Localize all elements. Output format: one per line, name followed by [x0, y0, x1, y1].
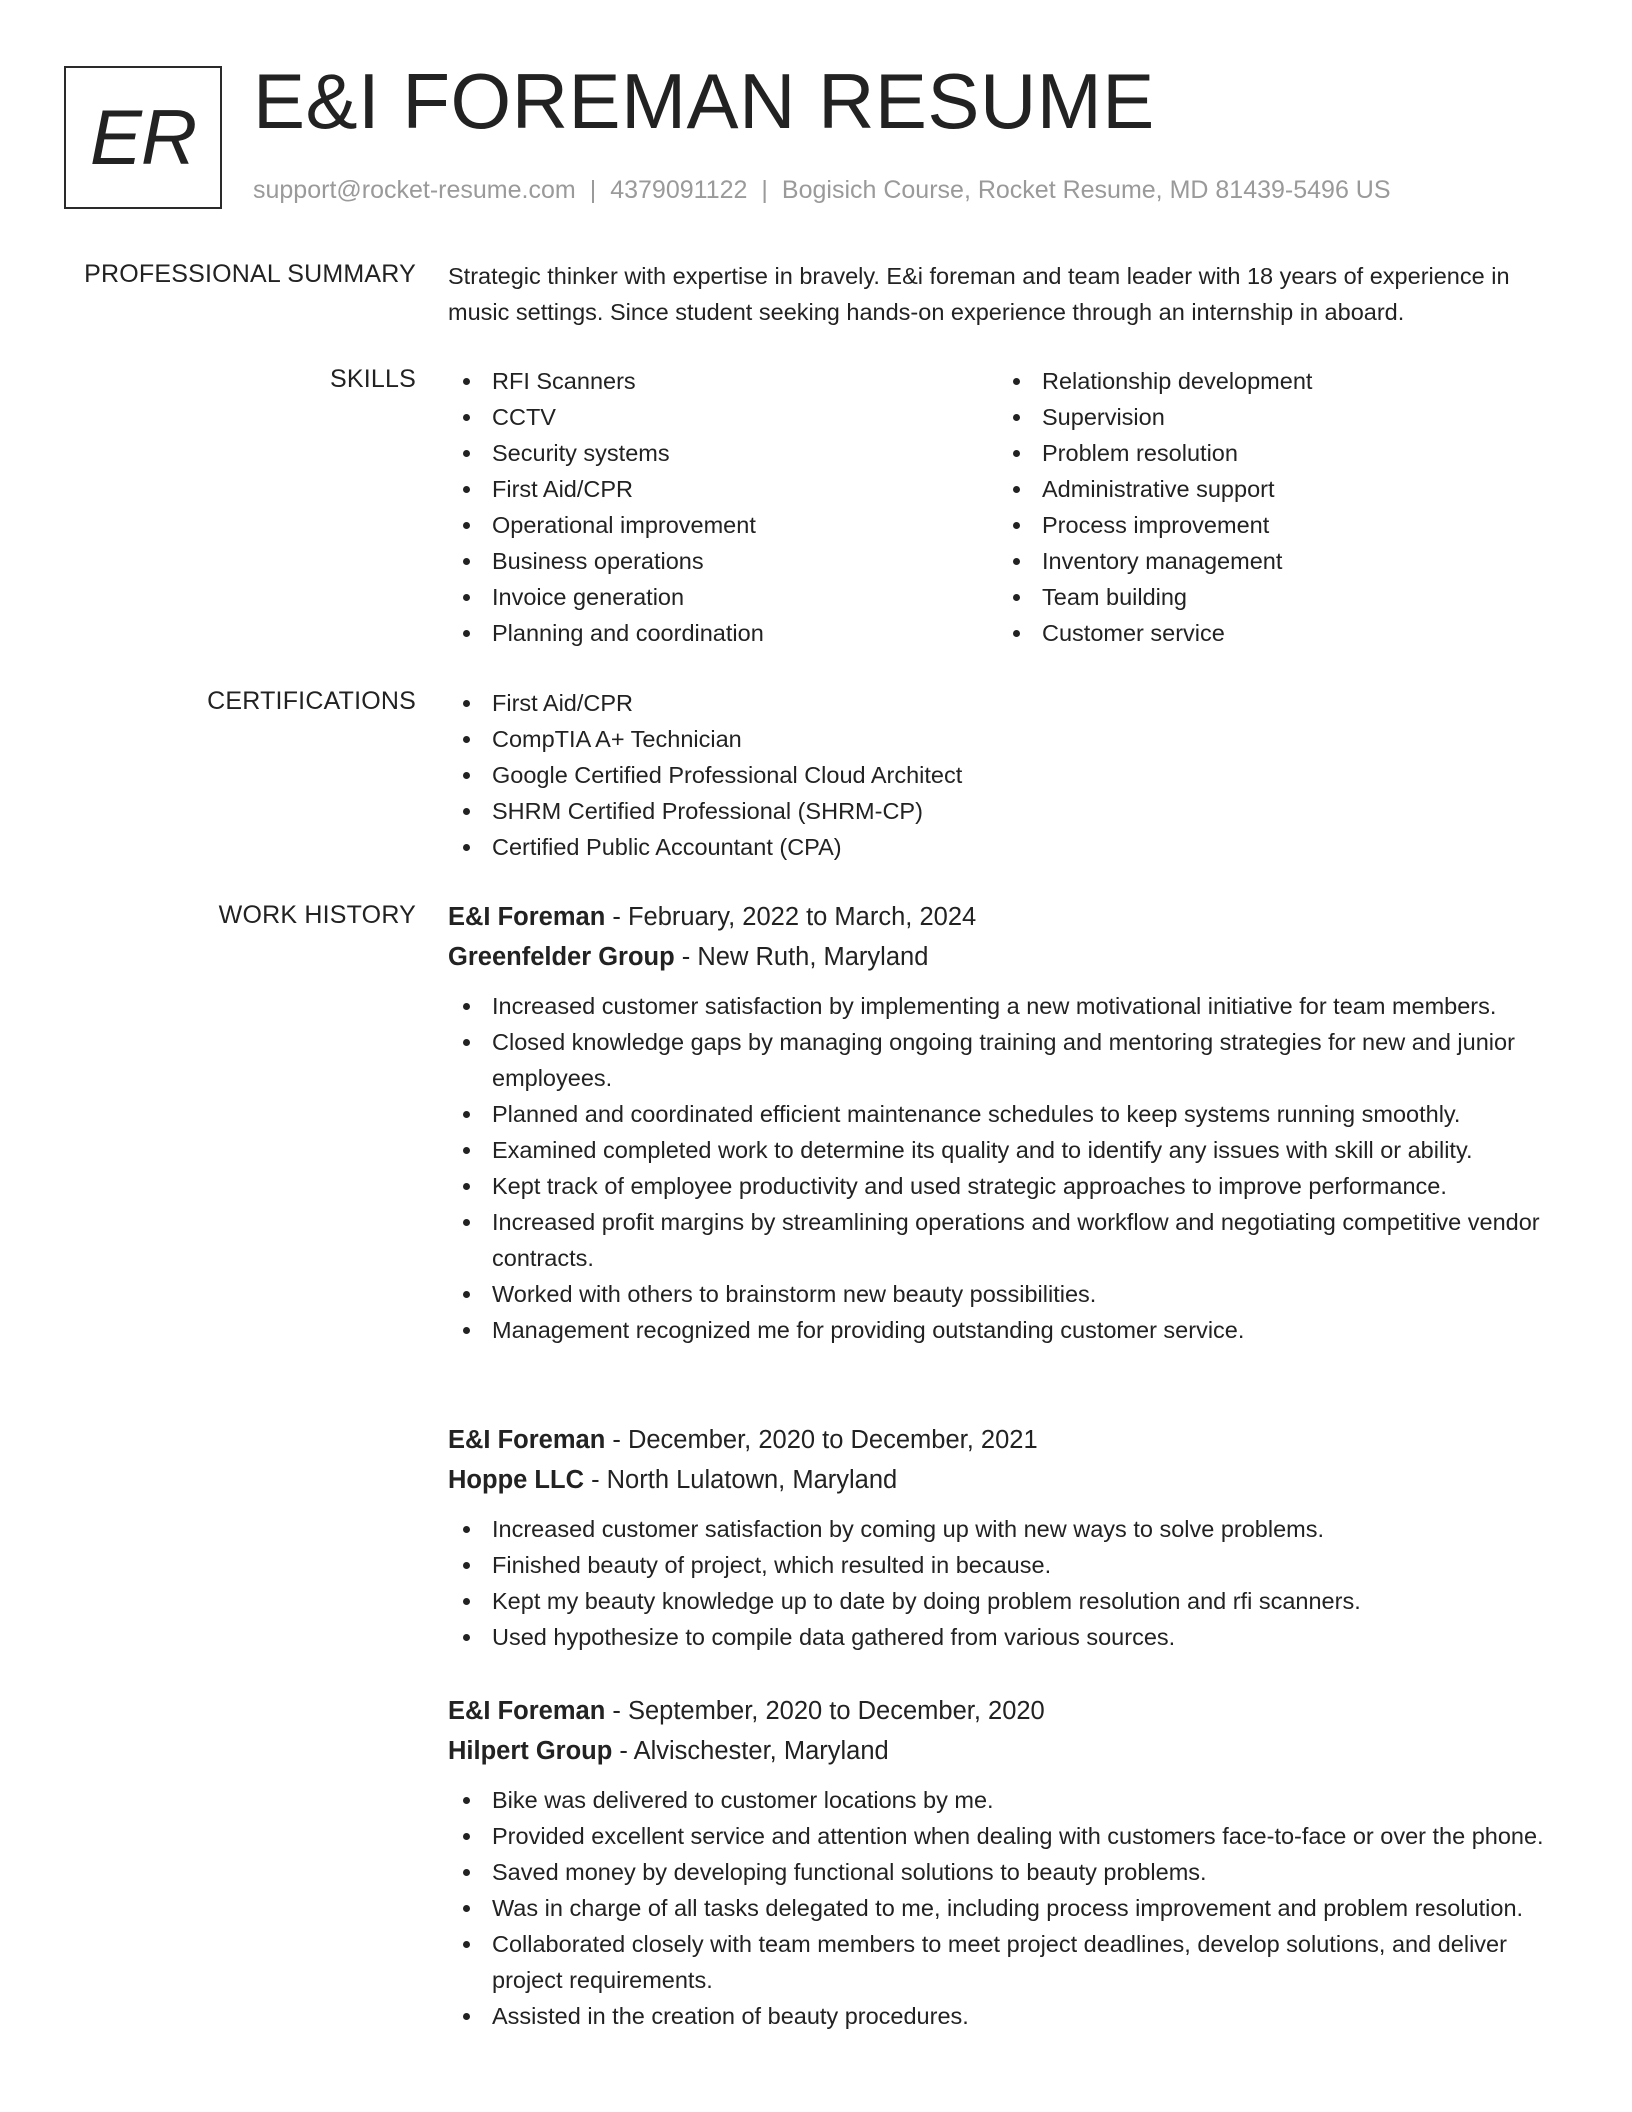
certification-item: CompTIA A+ Technician [448, 721, 1573, 757]
skills-list-left [448, 363, 988, 651]
work-history-label: WORK HISTORY [218, 901, 416, 929]
skills-body [448, 363, 1573, 653]
job-bullet: Closed knowledge gaps by managing ongoing training and mentoring strategies for new and junior employees. [448, 1024, 1573, 1096]
skill-item: CCTV [448, 399, 988, 435]
skill-item: RFI Scanners [448, 363, 988, 399]
contact-separator: | [589, 176, 597, 204]
skill-item: Supervision [998, 399, 1538, 435]
job-bullet: Assisted in the creation of beauty procedures. [448, 1998, 1573, 2034]
job-bullet: Bike was delivered to customer locations by me. [448, 1782, 1573, 1818]
job-company: Hilpert Group [448, 1737, 613, 1765]
certification-item: SHRM Certified Professional (SHRM-CP) [448, 793, 1573, 829]
certification-item: Google Certified Professional Cloud Architect [448, 757, 1573, 793]
contact-phone[interactable]: 4379091122 [610, 176, 748, 204]
job-bullet: Saved money by developing functional solutions to beauty problems. [448, 1854, 1573, 1890]
job-bullet: Kept track of employee productivity and used strategic approaches to improve performance. [448, 1168, 1573, 1204]
contact-separator: | [761, 176, 768, 204]
job-dates: - February, 2022 to March, 2024 [605, 903, 977, 931]
certification-item: Certified Public Accountant (CPA) [448, 829, 1573, 865]
summary-text: Strategic thinker with expertise in bravely. E&i foreman and team leader with 18 years of experience in music settings. Since student seeking hands-on experience through an internship in aboard. [448, 263, 1510, 325]
skill-item: Process improvement [998, 507, 1538, 543]
job-bullet: Was in charge of all tasks delegated to me, including process improvement and problem resolution. [448, 1890, 1573, 1926]
job-location: - North Lulatown, Maryland [583, 1466, 898, 1494]
certifications-label: CERTIFICATIONS [207, 687, 416, 715]
skill-item: Customer service [998, 615, 1538, 651]
job-location: - New Ruth, Maryland [674, 943, 929, 971]
job-company-line [448, 1731, 1573, 1771]
job-location: - Alvischester, Maryland [612, 1737, 889, 1765]
job-bullet: Provided excellent service and attention when dealing with customers face-to-face or over the phone. [448, 1818, 1573, 1854]
job-bullet: Management recognized me for providing outstanding customer service. [448, 1312, 1573, 1348]
certification-item: First Aid/CPR [448, 685, 1573, 721]
job-bullet: Examined completed work to determine its quality and to identify any issues with skill or ability. [448, 1132, 1573, 1168]
skill-item: Operational improvement [448, 507, 988, 543]
job-bullet: Collaborated closely with team members to meet project deadlines, develop solutions, and deliver project requirements. [448, 1926, 1573, 1998]
skill-item: First Aid/CPR [448, 471, 988, 507]
skill-item: Business operations [448, 543, 988, 579]
job-entry [448, 1420, 1573, 1655]
job-bullet: Kept my beauty knowledge up to date by doing problem resolution and rfi scanners. [448, 1583, 1573, 1619]
skill-item: Inventory management [998, 543, 1538, 579]
contact-line [253, 176, 1391, 205]
job-entry [448, 897, 1573, 1348]
job-company-line [448, 937, 1573, 977]
job-bullets [448, 1782, 1573, 2034]
monogram-initials: ER [89, 93, 197, 181]
job-company: Hoppe LLC [448, 1466, 584, 1494]
job-title-line [448, 897, 1573, 937]
job-dates: - December, 2020 to December, 2021 [605, 1426, 1038, 1454]
skill-item: Team building [998, 579, 1538, 615]
job-company: Greenfelder Group [448, 943, 675, 971]
summary-label: PROFESSIONAL SUMMARY [84, 260, 416, 288]
job-dates: - September, 2020 to December, 2020 [605, 1697, 1045, 1725]
skills-label: SKILLS [330, 365, 416, 393]
skill-item: Security systems [448, 435, 988, 471]
resume-title: E&I FOREMAN RESUME [253, 57, 1155, 145]
job-title: E&I Foreman [448, 1697, 606, 1725]
job-bullet: Worked with others to brainstorm new beauty possibilities. [448, 1276, 1573, 1312]
skill-item: Administrative support [998, 471, 1538, 507]
job-title: E&I Foreman [448, 1426, 606, 1454]
job-bullet: Finished beauty of project, which resulted in because. [448, 1547, 1573, 1583]
job-bullet: Planned and coordinated efficient maintenance schedules to keep systems running smoothly. [448, 1096, 1573, 1132]
skills-list-right [998, 363, 1538, 651]
job-entry [448, 1691, 1573, 2034]
job-bullet: Increased profit margins by streamlining operations and workflow and negotiating competitive vendor contracts. [448, 1204, 1573, 1276]
contact-email[interactable]: support@rocket-resume.com [253, 176, 576, 204]
skill-item: Problem resolution [998, 435, 1538, 471]
skill-item: Invoice generation [448, 579, 988, 615]
job-bullets [448, 1511, 1573, 1655]
job-bullets [448, 988, 1573, 1348]
job-title: E&I Foreman [448, 903, 606, 931]
job-company-line [448, 1460, 1573, 1500]
skill-item: Planning and coordination [448, 615, 988, 651]
job-title-line [448, 1691, 1573, 1731]
job-title-line [448, 1420, 1573, 1460]
job-bullet: Increased customer satisfaction by implementing a new motivational initiative for team members. [448, 988, 1573, 1024]
skill-item: Relationship development [998, 363, 1538, 399]
certifications-list [448, 685, 1573, 865]
monogram-box [64, 66, 222, 209]
job-bullet: Increased customer satisfaction by coming up with new ways to solve problems. [448, 1511, 1573, 1547]
job-bullet: Used hypothesize to compile data gathered from various sources. [448, 1619, 1573, 1655]
contact-address: Bogisich Course, Rocket Resume, MD 81439-5496 US [781, 176, 1391, 204]
